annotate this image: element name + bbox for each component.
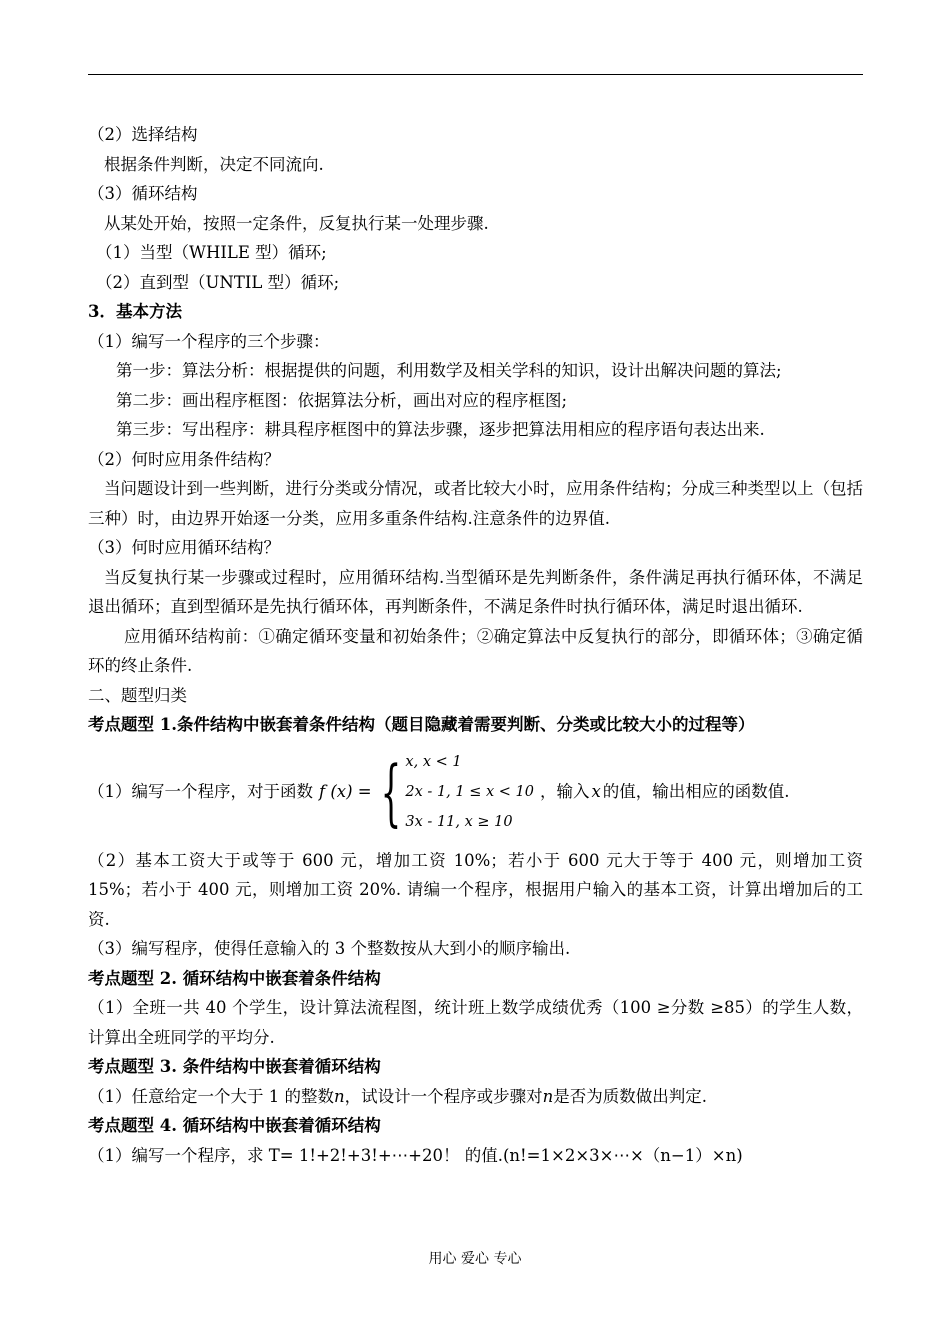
question-text: 的值，输出相应的函数值. bbox=[602, 781, 790, 801]
text-line: 根据条件判断，决定不同流向. bbox=[104, 154, 324, 174]
text-line: （1）编写一个程序的三个步骤： bbox=[88, 331, 330, 351]
piecewise-cases bbox=[405, 747, 534, 837]
step-line: 第二步：画出程序框图：依据算法分析，画出对应的程序框图; bbox=[116, 390, 568, 410]
header-rule bbox=[88, 74, 863, 75]
paragraph: 当反复执行某一步骤或过程时，应用循环结构.当型循环是先判断条件，条件满足再执行循环体，不满足退出循环；直到型循环是先执行循环体，再判断条件，不满足条件时执行循环体，满足时退出循环. bbox=[88, 567, 863, 616]
case-row: x, x < 1 bbox=[405, 753, 462, 770]
variable-x: x bbox=[591, 781, 601, 801]
question-text: ，试设计一个程序或步骤对 bbox=[344, 1086, 543, 1106]
question-text: （1）全班一共 40 个学生，设计算法流程图，统计班上数学成绩优秀（100 ≥分数 ≥85）的学生人数，计算出全班同学的平均分. bbox=[88, 998, 863, 1047]
paragraph: 当问题设计到一些判断，进行分类或分情况，或者比较大小时，应用条件结构；分成三种类型以上（包括三种）时，由边界开始逐一分类，应用多重条件结构.注意条件的边界值. bbox=[88, 479, 863, 528]
question-text: （2）基本工资大于或等于 600 元，增加工资 10%；若小于 600 元大于等于 400 元，则增加工资 15%；若小于 400 元，则增加工资 20%. 请编一个程序，根据用户输入的基本工资，计算出增加后的工资. bbox=[88, 850, 863, 929]
text-line: （2）选择结构 bbox=[88, 125, 198, 144]
question-text: （1）编写一个程序，求 T= 1!+2!+3!+⋯+20！ 的值.(n!=1×2×3×⋯×（n−1）×n) bbox=[88, 1145, 743, 1165]
brace-symbol: { bbox=[380, 749, 401, 834]
step-line: 第三步：写出程序：耕具程序框图中的算法步骤，逐步把算法用相应的程序语句表达出来. bbox=[116, 420, 765, 439]
case-row: 2x - 1, 1 ≤ x < 10 bbox=[405, 783, 534, 800]
document-body bbox=[88, 120, 863, 1170]
variable-n: n bbox=[334, 1086, 345, 1106]
question-text: （1）编写一个程序，对于函数 bbox=[88, 781, 313, 801]
text-line: （2）何时应用条件结构？ bbox=[88, 449, 280, 469]
text-line: 从某处开始，按照一定条件，反复执行某一处理步骤. bbox=[104, 213, 489, 233]
text-line: （2）直到型（UNTIL 型）循环; bbox=[96, 272, 340, 292]
topic-heading: 考点题型 4. 循环结构中嵌套着循环结构 bbox=[88, 1116, 381, 1135]
question-text: （1）任意给定一个大于 1 的整数 bbox=[88, 1086, 334, 1106]
text-line: （1）当型（WHILE 型）循环; bbox=[96, 243, 327, 262]
variable-n: n bbox=[542, 1086, 554, 1106]
piecewise-question bbox=[88, 742, 863, 842]
topic-heading: 考点题型 2. 循环结构中嵌套着条件结构 bbox=[88, 968, 381, 988]
paragraph: 应用循环结构前：①确定循环变量和初始条件；②确定算法中反复执行的部分，即循环体；③确定循环的终止条件. bbox=[88, 626, 863, 675]
question-text: （3）编写程序，使得任意输入的 3 个整数按从大到小的顺序输出. bbox=[88, 939, 571, 958]
page-footer: 用心 爱心 专心 bbox=[428, 1251, 522, 1267]
topic-heading: 考点题型 1.条件结构中嵌套着条件结构（题目隐藏着需要判断、分类或比较大小的过程等） bbox=[88, 715, 755, 734]
section-heading: 二、题型归类 bbox=[88, 685, 187, 705]
question-text: 是否为质数做出判定. bbox=[553, 1086, 708, 1106]
text-line: （3）循环结构 bbox=[88, 184, 198, 203]
step-line: 第一步：算法分析：根据提供的问题，利用数学及相关学科的知识，设计出解决问题的算法; bbox=[116, 361, 782, 380]
text-line: （3）何时应用循环结构？ bbox=[88, 538, 280, 557]
question-line bbox=[88, 1082, 863, 1112]
section-heading: 3．基本方法 bbox=[88, 302, 182, 321]
question-text: ，输入 bbox=[539, 781, 590, 801]
function-label: f (x) = bbox=[319, 781, 372, 801]
case-row: 3x - 11, x ≥ 10 bbox=[405, 813, 513, 830]
topic-heading: 考点题型 3. 条件结构中嵌套着循环结构 bbox=[88, 1057, 381, 1076]
